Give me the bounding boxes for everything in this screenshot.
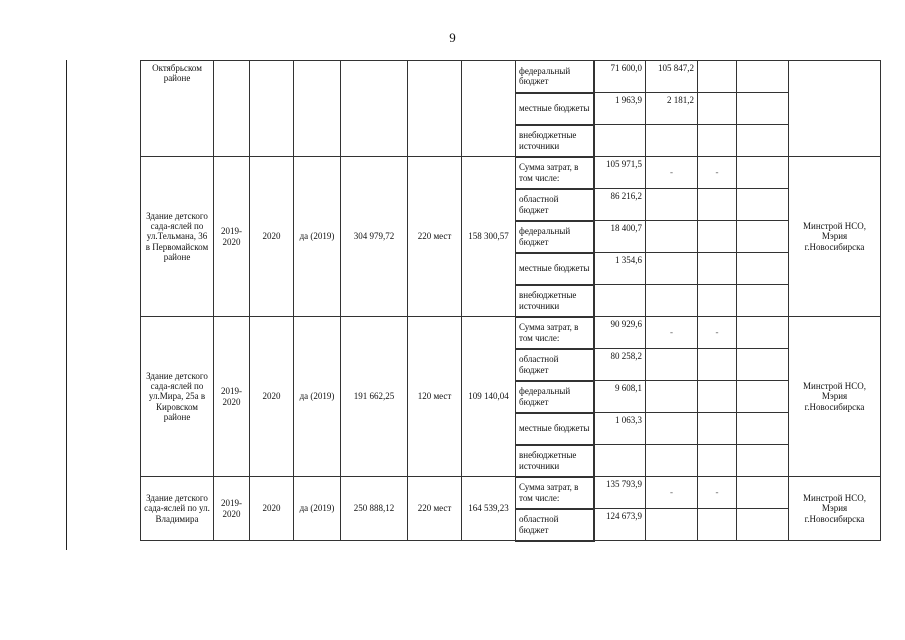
object-remaining: 164 539,23 — [462, 477, 516, 541]
funding-value: - — [698, 157, 737, 189]
funding-value: 90 929,6 — [594, 317, 646, 349]
object-name: Здание детского сада-яслей по ул.Мира, 25а в Кировском районе — [141, 317, 214, 477]
object-cost: 191 662,25 — [341, 317, 408, 477]
funding-value: - — [698, 317, 737, 349]
object-capacity: 220 мест — [408, 477, 462, 541]
object-customer: Минстрой НСО, Мэрия г.Новосибирска — [789, 477, 881, 541]
table-row — [141, 317, 881, 349]
funding-source: областной бюджет — [516, 509, 594, 541]
funding-source: местные бюджеты — [516, 93, 594, 125]
funding-value: 1 963,9 — [594, 93, 646, 125]
funding-value: 86 216,2 — [594, 189, 646, 221]
table-row — [141, 477, 881, 509]
object-period: 2019-2020 — [214, 477, 250, 541]
object-customer: Минстрой НСО, Мэрия г.Новосибирска — [789, 157, 881, 317]
funding-value: 1 063,3 — [594, 413, 646, 445]
object-year: 2020 — [250, 477, 294, 541]
funding-value: - — [646, 157, 698, 189]
table-row — [141, 157, 881, 189]
funding-value: 105 971,5 — [594, 157, 646, 189]
margin-rule — [66, 60, 67, 550]
funding-source: внебюджетные источники — [516, 285, 594, 317]
page-number: 9 — [449, 30, 456, 45]
funding-source: областной бюджет — [516, 349, 594, 381]
funding-value: - — [698, 477, 737, 509]
funding-value: 105 847,2 — [646, 61, 698, 93]
object-name: Здание детского сада-яслей по ул.Тельмана, 36 в Первомайском районе — [141, 157, 214, 317]
funding-value: 9 608,1 — [594, 381, 646, 413]
object-name: Здание детского сада-яслей по ул. Владимира — [141, 477, 214, 541]
funding-value: 71 600,0 — [594, 61, 646, 93]
object-period: 2019-2020 — [214, 317, 250, 477]
object-remaining: 158 300,57 — [462, 157, 516, 317]
funding-value: 2 181,2 — [646, 93, 698, 125]
object-period: 2019-2020 — [214, 157, 250, 317]
funding-value: - — [646, 477, 698, 509]
funding-value: 1 354,6 — [594, 253, 646, 285]
funding-value: 80 258,2 — [594, 349, 646, 381]
funding-source: федеральный бюджет — [516, 221, 594, 253]
funding-source: федеральный бюджет — [516, 381, 594, 413]
funding-source: местные бюджеты — [516, 253, 594, 285]
funding-source: внебюджетные источники — [516, 125, 594, 157]
object-year: 2020 — [250, 317, 294, 477]
object-capacity: 220 мест — [408, 157, 462, 317]
funding-value: - — [646, 317, 698, 349]
object-customer: Минстрой НСО, Мэрия г.Новосибирска — [789, 317, 881, 477]
object-design: да (2019) — [294, 477, 341, 541]
funding-source: областной бюджет — [516, 189, 594, 221]
funding-source: местные бюджеты — [516, 413, 594, 445]
table-row — [141, 61, 881, 93]
funding-source: Сумма затрат, в том числе: — [516, 317, 594, 349]
object-design: да (2019) — [294, 317, 341, 477]
object-cost: 250 888,12 — [341, 477, 408, 541]
object-year: 2020 — [250, 157, 294, 317]
funding-value: 18 400,7 — [594, 221, 646, 253]
funding-value: 124 673,9 — [594, 509, 646, 541]
funding-source: Сумма затрат, в том числе: — [516, 157, 594, 189]
funding-source: федеральный бюджет — [516, 61, 594, 93]
budget-table — [140, 60, 881, 542]
funding-source: Сумма затрат, в том числе: — [516, 477, 594, 509]
object-design: да (2019) — [294, 157, 341, 317]
funding-source: внебюджетные источники — [516, 445, 594, 477]
funding-value: 135 793,9 — [594, 477, 646, 509]
object-capacity: 120 мест — [408, 317, 462, 477]
object-cost: 304 979,72 — [341, 157, 408, 317]
object-name: Октябрьском районе — [141, 61, 214, 157]
object-remaining: 109 140,04 — [462, 317, 516, 477]
